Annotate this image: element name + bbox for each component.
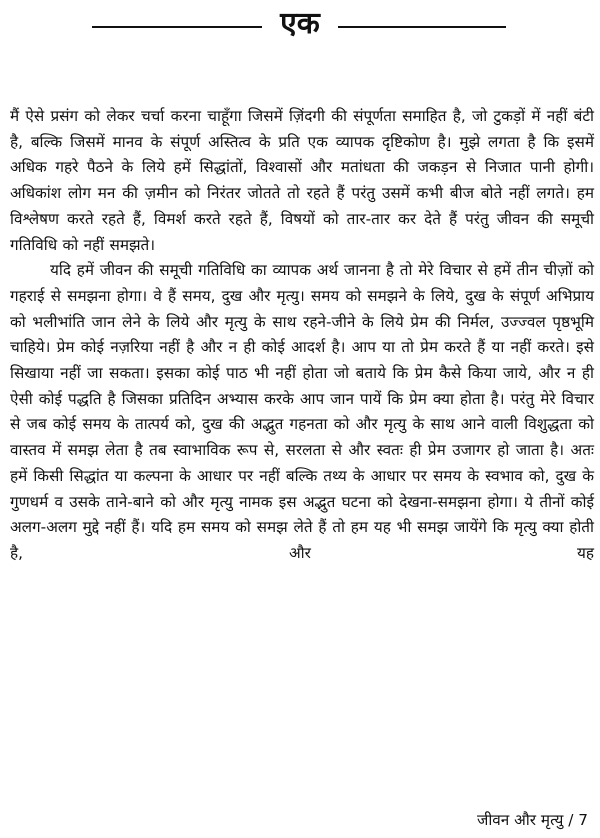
chapter-header xyxy=(0,4,600,44)
page-footer: जीवन और मृत्यु / 7 xyxy=(476,811,588,829)
paragraph-2: यदि हमें जीवन की समूची गतिविधि का व्यापक अर्थ जानना है तो मेरे विचार से हमें तीन चीज़ों को गहराई से समझना होगा। वे हैं समय, दुख और मृत्यु। समय को समझने के लिये, दुख के संपूर्ण अभिप्राय को भलीभांति जान लेने के लिये और मृत्यु के साथ रहने-जीने के लिये प्रेम की निर्मल, उज्ज्वल पृष्ठभूमि चाहिये। प्रेम कोई नज़रिया नहीं है और न ही कोई आदर्श है। आप या तो प्रेम करते हैं या नहीं करते। इसे सिखाया नहीं जा सकता। इसका कोई पाठ भी नहीं होता जो बताये कि प्रेम कैसे किया जाये, और न ही ऐसी कोई पद्धति है जिसका प्रतिदिन अभ्यास करके आप जान पायें कि प्रेम क्या होता है। परंतु मेरे विचार से जब कोई समय के तात्पर्य को, दुख की अद्भुत गहनता को और मृत्यु के साथ आने वाली विशुद्धता को वास्तव में समझ लेता है तब स्वाभाविक रूप से, सरलता से और स्वतः ही प्रेम उजागर हो जाता है। अतः हमें किसी सिद्धांत या कल्पना के आधार पर नहीं बल्कि तथ्य के आधार पर समय के स्वभाव को, दुख के गुणधर्म व उसके ताने-बाने को और मृत्यु नामक इस अद्भुत घटना को देखना-समझना होगा। ये तीनों कोई अलग-अलग मुद्दे नहीं हैं। यदि हम समय को समझ लेते हैं तो हम यह भी समझ जायेंगे कि मृत्यु क्या होती है, और यह xyxy=(10,261,594,562)
body-text xyxy=(10,104,594,567)
paragraph-1: मैं ऐसे प्रसंग को लेकर चर्चा करना चाहूँगा जिसमें ज़िंदगी की संपूर्णता समाहित है, जो टुकड़ों में नहीं बंटी है, बल्कि जिसमें मानव के संपूर्ण अस्तित्व के प्रति एक व्यापक दृष्टिकोण है। मुझे लगता है कि इसमें अधिक गहरे पैठने के लिये हमें सिद्धांतों, विश्वासों और मतांधता की जकड़न से निजात पानी होगी। अधिकांश लोग मन की ज़मीन को निरंतर जोतते तो रहते हैं परंतु उसमें कभी बीज बोते नहीं लगते। हम विश्लेषण करते रहते हैं, विमर्श करते रहते हैं, विषयों को तार-तार कर देते हैं परंतु जीवन की समूची गतिविधि को नहीं समझते। xyxy=(10,107,594,254)
header-rule-right xyxy=(338,26,506,28)
chapter-title: एक xyxy=(280,6,320,41)
header-rule-left xyxy=(92,26,262,28)
